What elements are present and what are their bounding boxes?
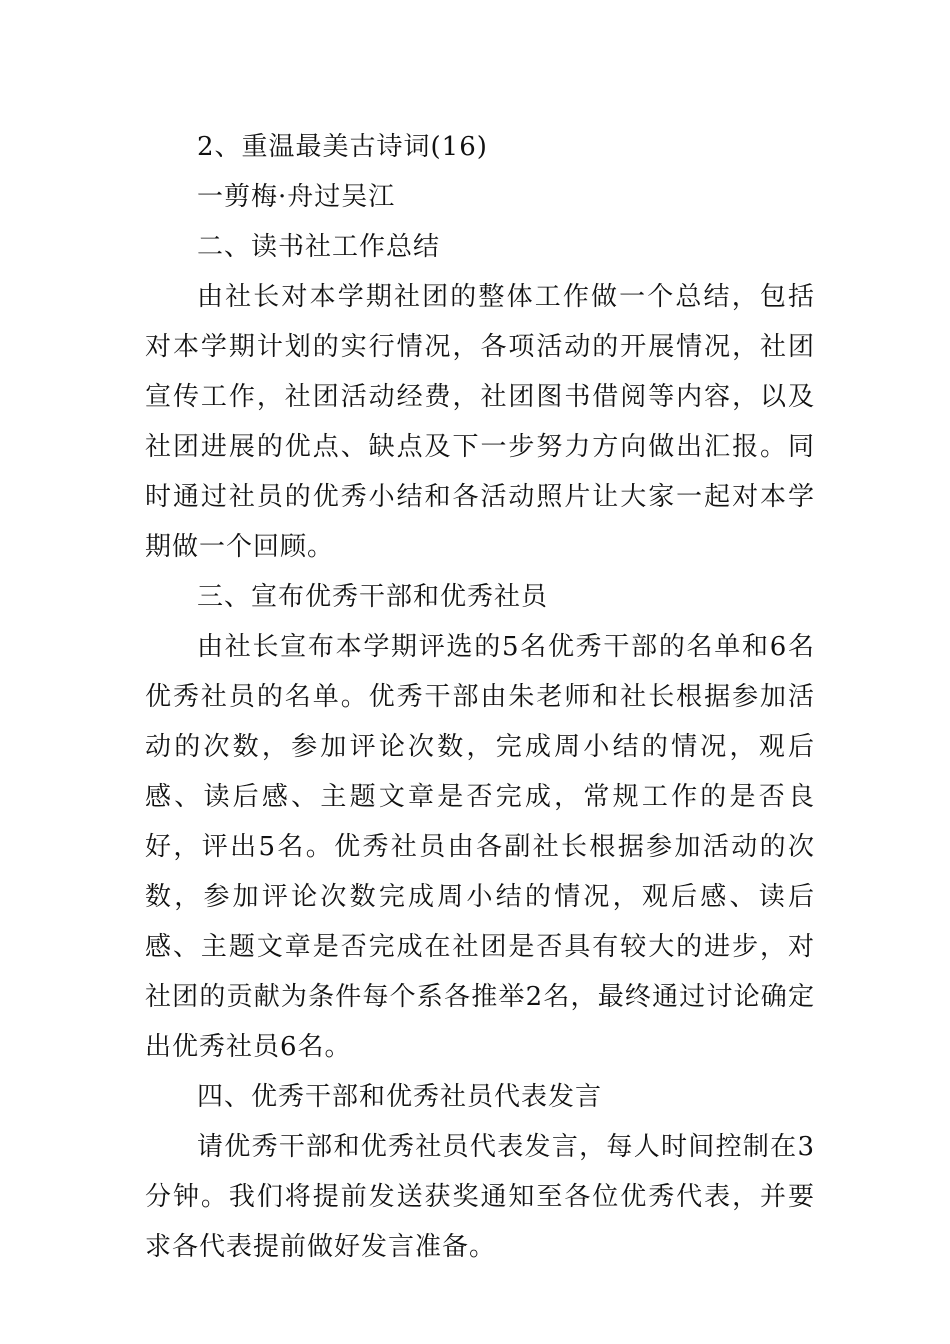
poem-title: 一剪梅·舟过吴江	[197, 182, 396, 212]
section-heading-speeches: 四、优秀干部和优秀社员代表发言	[197, 1082, 603, 1112]
section-heading-summary: 二、读书社工作总结	[197, 232, 441, 262]
paragraph-speeches: 请优秀干部和优秀社员代表发言，每人时间控制在3分钟。我们将提前发送获奖通知至各位优秀代表，并要求各代表提前做好发言准备。	[145, 1132, 815, 1262]
section-heading-awards: 三、宣布优秀干部和优秀社员	[197, 582, 549, 612]
document-body	[145, 122, 815, 1272]
list-item-poetry: 2、重温最美古诗词(16)	[197, 132, 488, 162]
paragraph-awards: 由社长宣布本学期评选的5名优秀干部的名单和6名优秀社员的名单。优秀干部由朱老师和社长根据参加活动的次数，参加评论次数，完成周小结的情况，观后感、读后感、主题文章是否完成，常规工作的是否良好，评出5名。优秀社员由各副社长根据参加活动的次数，参加评论次数完成周小结的情况，观后感、读后感、主题文章是否完成在社团是否具有较大的进步，对社团的贡献为条件每个系各推举2名，最终通过讨论确定出优秀社员6名。	[145, 632, 815, 1062]
paragraph-summary: 由社长对本学期社团的整体工作做一个总结，包括对本学期计划的实行情况，各项活动的开展情况，社团宣传工作，社团活动经费，社团图书借阅等内容，以及社团进展的优点、缺点及下一步努力方向做出汇报。同时通过社员的优秀小结和各活动照片让大家一起对本学期做一个回顾。	[145, 282, 815, 562]
